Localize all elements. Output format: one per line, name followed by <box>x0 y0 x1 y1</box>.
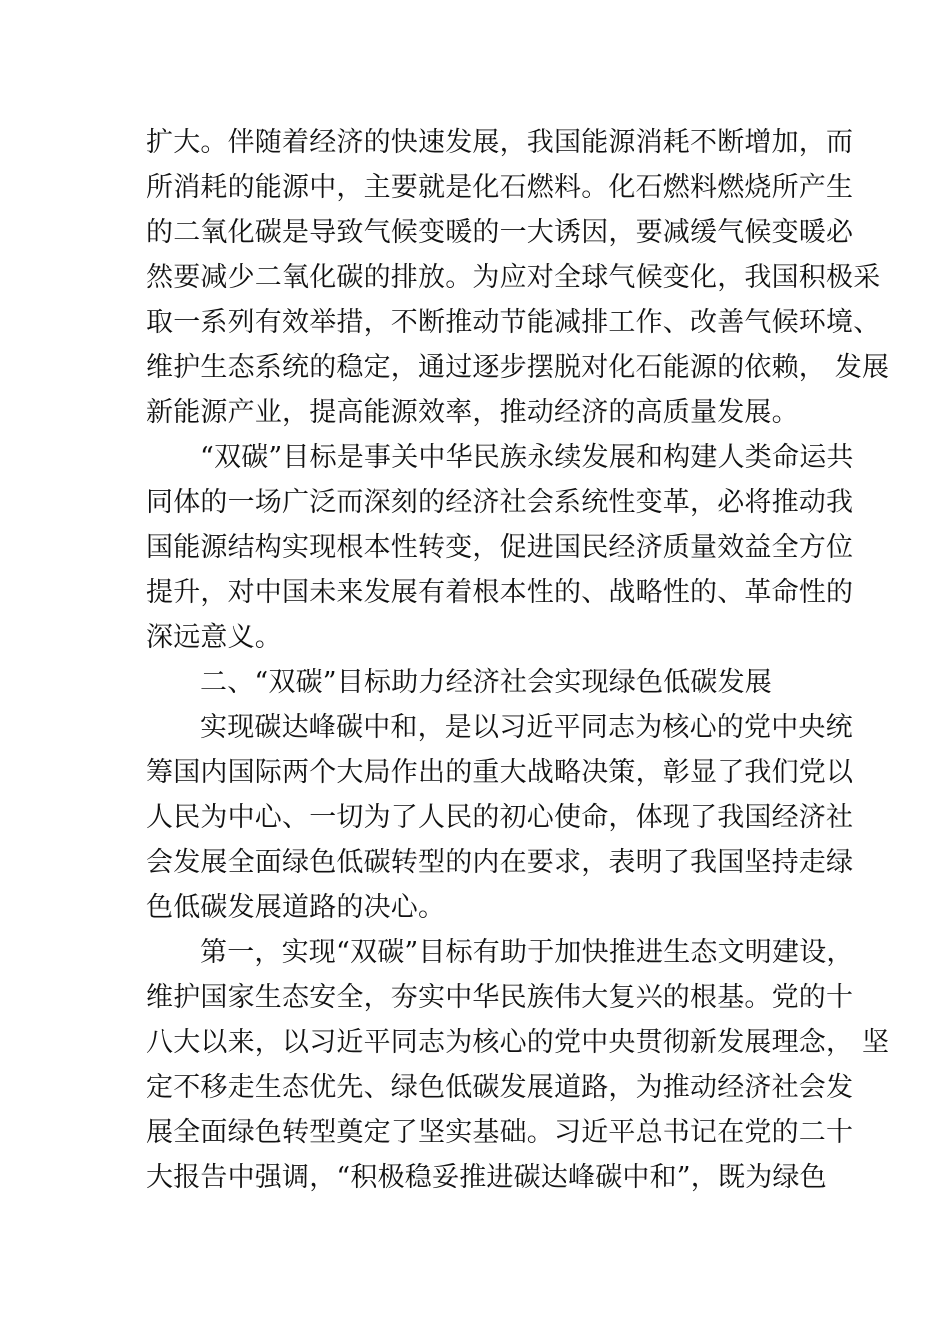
text-line: 筹国内国际两个大局作出的重大战略决策，彰显了我们党以 <box>146 757 854 788</box>
text-line: 同体的一场广泛而深刻的经济社会系统性变革，必将推动我 <box>146 487 854 518</box>
text-line: 所消耗的能源中，主要就是化石燃料。化石燃料燃烧所产生 <box>146 172 854 203</box>
paragraph-start-line: 第一，实现“双碳”目标有助于加快推进生态文明建设， <box>200 937 854 968</box>
text-line: 大报告中强调，“积极稳妥推进碳达峰碳中和”，既为绿色 <box>146 1162 827 1193</box>
text-line: 提升，对中国未来发展有着根本性的、战略性的、革命性的 <box>146 577 854 608</box>
paragraph-start-line: “双碳”目标是事关中华民族永续发展和构建人类命运共 <box>200 442 854 473</box>
section-heading: 二、“双碳”目标助力经济社会实现绿色低碳发展 <box>200 667 773 698</box>
text-line: 定不移走生态优先、绿色低碳发展道路，为推动经济社会发 <box>146 1072 854 1103</box>
text-line: 色低碳发展道路的决心。 <box>146 892 446 923</box>
text-line: 维护国家生态安全，夯实中华民族伟大复兴的根基。党的十 <box>146 982 854 1013</box>
paragraph-start-line: 实现碳达峰碳中和，是以习近平同志为核心的党中央统 <box>200 712 853 743</box>
text-line: 维护生态系统的稳定，通过逐步摆脱对化石能源的依赖， 发展 <box>146 352 890 383</box>
text-line: 扩大。伴随着经济的快速发展，我国能源消耗不断增加，而 <box>146 127 854 158</box>
text-line: 八大以来，以习近平同志为核心的党中央贯彻新发展理念， 坚 <box>146 1027 890 1058</box>
text-line: 国能源结构实现根本性转变，促进国民经济质量效益全方位 <box>146 532 854 563</box>
text-line: 新能源产业，提高能源效率，推动经济的高质量发展。 <box>146 397 799 428</box>
text-line: 展全面绿色转型奠定了坚实基础。习近平总书记在党的二十 <box>146 1117 854 1148</box>
document-body <box>146 120 890 1200</box>
text-line: 取一系列有效举措，不断推动节能减排工作、改善气候环境、 <box>146 307 881 338</box>
text-line: 的二氧化碳是导致气候变暖的一大诱因，要减缓气候变暖必 <box>146 217 854 248</box>
text-line: 然要减少二氧化碳的排放。为应对全球气候变化，我国积极采 <box>146 262 881 293</box>
text-line: 深远意义。 <box>146 622 282 653</box>
text-line: 会发展全面绿色低碳转型的内在要求，表明了我国坚持走绿 <box>146 847 854 878</box>
text-line: 人民为中心、一切为了人民的初心使命，体现了我国经济社 <box>146 802 854 833</box>
